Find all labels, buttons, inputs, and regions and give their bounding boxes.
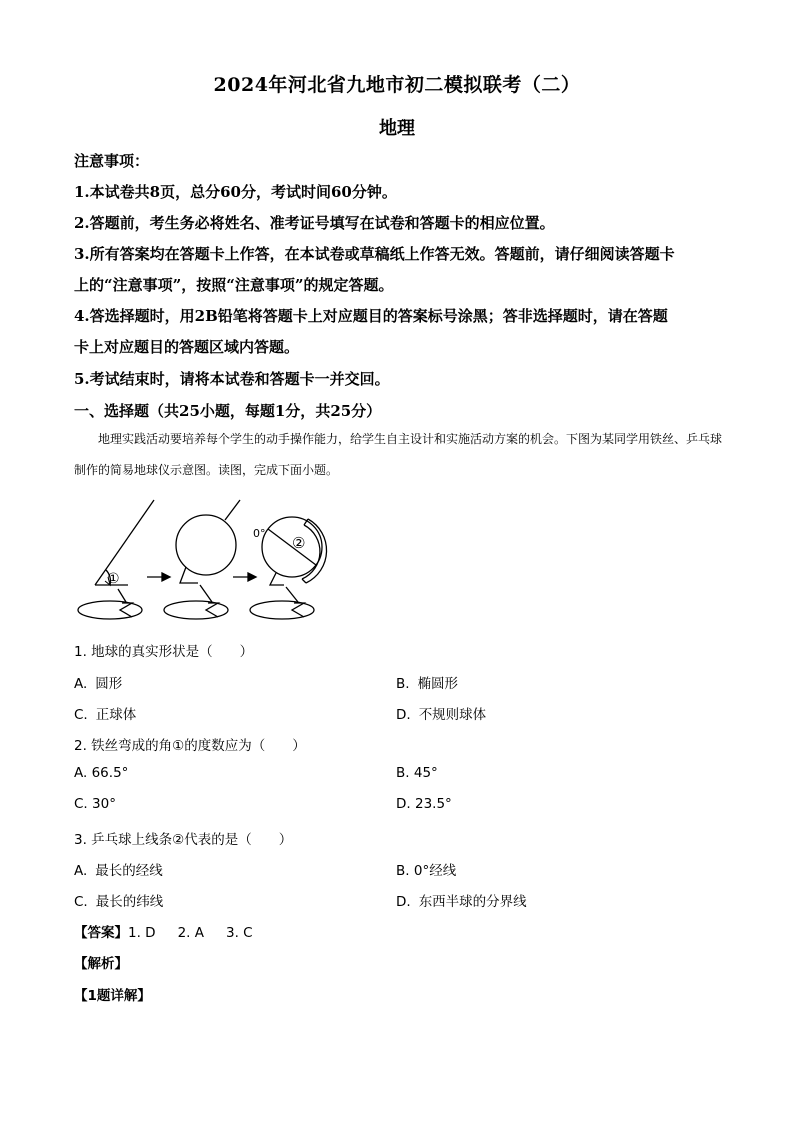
section-intro: 地理实践活动要培养每个学生的动手操作能力，给学生自主设计和实施活动方案的机会。下图为某同学用铁丝、乒乓球制作的简易地球仪示意图。读图，完成下面小题。 xyxy=(74,432,723,477)
note-item-3-cont: 上的“注意事项”，按照“注意事项”的规定答题。 xyxy=(74,276,394,294)
page-title: 2024年河北省九地市初二模拟联考（二） xyxy=(213,74,581,96)
question-3-stem: 3. 乒乓球上线条②代表的是（ ） xyxy=(74,832,293,848)
option-label: A. xyxy=(74,765,88,781)
option-label: C. xyxy=(74,796,88,812)
note-item-4: 4.答选择题时，用2B铅笔将答题卡上对应题目的答案标号涂黑；答非选择题时，请在答题 xyxy=(74,307,668,325)
option-text: 0°经线 xyxy=(413,863,457,879)
notes-heading: 注意事项： xyxy=(74,152,150,170)
question-2-option-a[interactable] xyxy=(74,765,128,781)
option-text: 最长的纬线 xyxy=(95,894,164,910)
question-1-option-a[interactable] xyxy=(74,672,122,692)
stand-neck-1 xyxy=(120,603,132,617)
stand-neck-3 xyxy=(292,603,304,617)
option-label: B. xyxy=(396,676,410,692)
question-1-option-d[interactable] xyxy=(396,703,486,723)
question-3-option-d[interactable] xyxy=(396,890,527,910)
answer-tag: 【答案】 xyxy=(74,925,128,941)
option-label: D. xyxy=(396,796,411,812)
option-text: 23.5° xyxy=(414,796,452,812)
answer-2: 2. A xyxy=(177,925,204,941)
ball-2 xyxy=(176,515,236,575)
analysis-tag: 【解析】 xyxy=(74,956,128,972)
option-text: 东西半球的分界线 xyxy=(418,894,527,910)
option-text: 45° xyxy=(413,765,438,781)
stand-base-2 xyxy=(164,601,228,619)
label-angle: ① xyxy=(107,571,120,587)
label-line: ② xyxy=(292,534,306,552)
option-label: C. xyxy=(74,707,88,723)
analysis-sub-line xyxy=(74,984,151,1004)
answer-line xyxy=(74,921,253,941)
stand-base-3 xyxy=(250,601,314,619)
section-heading: 一、选择题（共25小题，每题1分，共25分） xyxy=(74,402,382,420)
question-1-option-b[interactable] xyxy=(396,672,458,692)
option-label: D. xyxy=(396,894,411,910)
note-item-1: 1.本试卷共8页，总分60分，考试时间60分钟。 xyxy=(74,183,397,201)
note-item-2: 2.答题前，考生务必将姓名、准考证号填写在试卷和答题卡的相应位置。 xyxy=(74,214,555,232)
globe-making-figure xyxy=(70,495,340,625)
option-label: A. xyxy=(74,863,88,879)
option-text: 圆形 xyxy=(95,676,123,692)
option-text: 30° xyxy=(92,796,116,812)
answer-1: 1. D xyxy=(128,925,156,941)
option-label: B. xyxy=(396,765,410,781)
note-item-4-cont: 卡上对应题目的答题区域内答题。 xyxy=(74,338,300,356)
option-label: C. xyxy=(74,894,88,910)
option-text: 最长的经线 xyxy=(95,863,163,879)
question-3-option-c[interactable] xyxy=(74,890,163,910)
label-zero-degree: 0° xyxy=(253,527,266,540)
question-1-option-c[interactable] xyxy=(74,703,136,723)
option-text: 椭圆形 xyxy=(417,676,459,692)
question-3-option-a[interactable] xyxy=(74,859,163,879)
stand-neck-2 xyxy=(206,603,218,617)
question-3-option-b[interactable] xyxy=(396,859,456,879)
analysis-line xyxy=(74,952,128,972)
analysis-sub-tag: 【1题详解】 xyxy=(74,988,151,1004)
question-2-option-b[interactable] xyxy=(396,765,438,781)
wire-slanted-1 xyxy=(95,500,154,585)
note-item-5: 5.考试结束时，请将本试卷和答题卡一并交回。 xyxy=(74,370,390,388)
option-label: A. xyxy=(74,676,88,692)
question-1-stem: 1. 地球的真实形状是（ ） xyxy=(74,644,254,660)
answer-3: 3. C xyxy=(226,925,253,941)
option-label: D. xyxy=(396,707,411,723)
option-label: B. xyxy=(396,863,410,879)
question-2-option-d[interactable] xyxy=(396,796,452,812)
wire-slanted-2 xyxy=(225,500,240,520)
note-item-3: 3.所有答案均在答题卡上作答，在本试卷或草稿纸上作答无效。答题前，请仔细阅读答题卡 xyxy=(74,245,675,263)
option-text: 不规则球体 xyxy=(418,707,487,723)
stand-base-1 xyxy=(78,601,142,619)
subject-title: 地理 xyxy=(379,118,415,139)
question-2-option-c[interactable] xyxy=(74,796,116,812)
option-text: 66.5° xyxy=(91,765,129,781)
option-text: 正球体 xyxy=(95,707,137,723)
question-2-stem: 2. 铁丝弯成的角①的度数应为（ ） xyxy=(74,738,306,754)
